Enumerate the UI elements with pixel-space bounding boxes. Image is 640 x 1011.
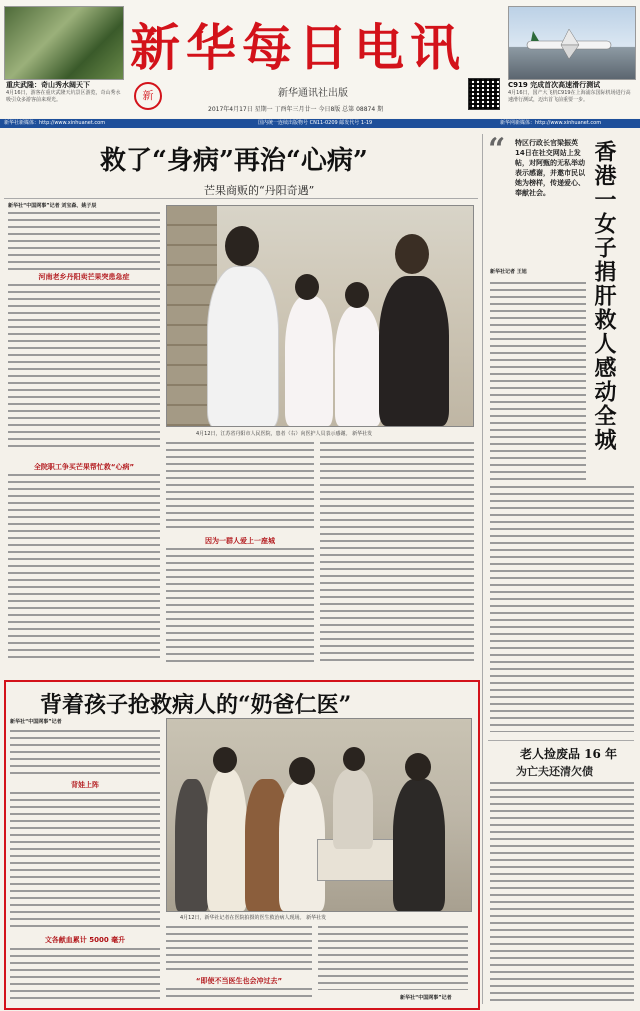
story2-byline: 新华社“中国网事”记者	[10, 719, 62, 725]
story2-col1-text-b	[10, 790, 160, 930]
story1-col2-text	[166, 440, 314, 532]
story1-subhead-a: 河南老乡丹阳卖芒果突患急症	[38, 273, 130, 281]
sidebar-text-a	[490, 280, 586, 480]
masthead-title: 新华每日电讯	[130, 18, 466, 77]
story1-subheadline: 芒果商贩的“丹阳奇遇”	[204, 184, 315, 197]
story1-photo	[166, 205, 474, 427]
story2-col1-text-c	[10, 946, 160, 1002]
story1-col1-text-a	[8, 210, 160, 270]
nurse-figure-2	[335, 306, 381, 426]
sidebar-byline: 新华社记者 王旭	[490, 269, 527, 275]
sidebar-vertical-title: 香港一女子捐肝救人感动全城	[591, 140, 617, 452]
masthead-right-photo	[508, 6, 636, 80]
quote-icon: “	[488, 132, 506, 167]
strip-left: 新华社新媒体：http://www.xinhuanet.com	[4, 120, 106, 126]
masthead-left-caption-text: 4月16日，游客在重庆武隆天坑景区游览，奇山秀水吸引众多游客前来观光。	[6, 90, 121, 103]
story1-subhead-c: 因为一群人爱上一座城	[205, 537, 275, 545]
story2-photo	[166, 718, 472, 912]
story1-col2-text-b	[166, 546, 314, 662]
story1-subhead-b: 全院职工争买芒果帮忙救“心病”	[33, 463, 135, 471]
story2-subhead-a: 背娃上阵	[71, 781, 99, 789]
story1-photo-caption: 4月12日，江苏省丹阳市人民医院，患者（右）向医护人员表示感谢。 新华社发	[196, 431, 373, 437]
masthead	[0, 0, 640, 118]
qr-code-icon	[468, 78, 500, 110]
story2-credit: 新华社“中国网事”记者	[400, 995, 452, 1001]
info-strip	[0, 119, 640, 128]
story2-photo-caption: 4月12日，新华社记者在医院拍摄的医生救治病人现场。 新华社发	[180, 915, 327, 921]
story2-col1-text-a	[10, 728, 160, 778]
airplane-icon	[509, 7, 635, 79]
sidebar-quote: 特区行政长官梁振英14日在社交网站上发帖，对阿甄的无私举动表示感谢，并邀市民以她为榜样，传递爱心、奉献社会。	[515, 139, 585, 197]
masthead-publisher: 新华通讯社出版	[278, 88, 348, 99]
masthead-left-photo	[4, 6, 124, 80]
masthead-left-caption-title: 重庆武隆：奇山秀水阔天下	[6, 81, 90, 89]
masthead-right-caption-title: C919 完成首次高速滑行测试	[508, 81, 601, 89]
doctor-figure	[207, 266, 279, 427]
masthead-seal-icon: 新	[134, 82, 162, 110]
sidebar-divider	[482, 134, 483, 1004]
nurse-figure	[285, 296, 333, 426]
sidebar-bottom-sub: 为亡夫还清欠债	[516, 765, 593, 778]
story2-subhead-c: “即使不当医生也会冲过去”	[195, 977, 283, 985]
story1-col3-text	[320, 440, 474, 662]
sidebar-bottom-headline: 老人捡废品 16 年	[520, 747, 618, 761]
sidebar-text-c	[490, 780, 634, 1004]
sidebar-text-b	[490, 484, 634, 732]
story1-headline: 救了“身病”再治“心病”	[100, 146, 368, 176]
story1-col1-text-c	[8, 472, 160, 662]
story2-headline: 背着孩子抢救病人的“奶爸仁医”	[40, 692, 352, 718]
story2-col3-text	[318, 924, 468, 990]
sidebar-divider-2	[488, 740, 634, 741]
strip-mid: 国内统一连续出版物号 CN11-0209 邮发代号 1-19	[258, 120, 373, 126]
story1-byline: 新华社“中国网事”记者 刘宝森、姚子辰	[8, 203, 97, 209]
story1-col1-text-b	[8, 282, 160, 452]
story1-divider	[4, 198, 478, 199]
masthead-right-caption-text: 4月16日，国产大飞机C919在上海浦东国际机场进行高速滑行测试，迈出首飞前重要一步。	[508, 90, 631, 103]
story2-col2-text-b	[166, 986, 312, 1002]
patient-figure	[379, 276, 449, 426]
masthead-dateline: 2017年4月17日 星期一 丁酉年三月廿一 今日8版 总第 08874 期	[208, 106, 384, 113]
story2-subhead-b: 文各献血累计 5000 毫升	[44, 936, 126, 944]
strip-right: 新华网新媒体：http://www.xinhuanet.com	[500, 120, 602, 126]
story2-col2-text	[166, 924, 312, 972]
